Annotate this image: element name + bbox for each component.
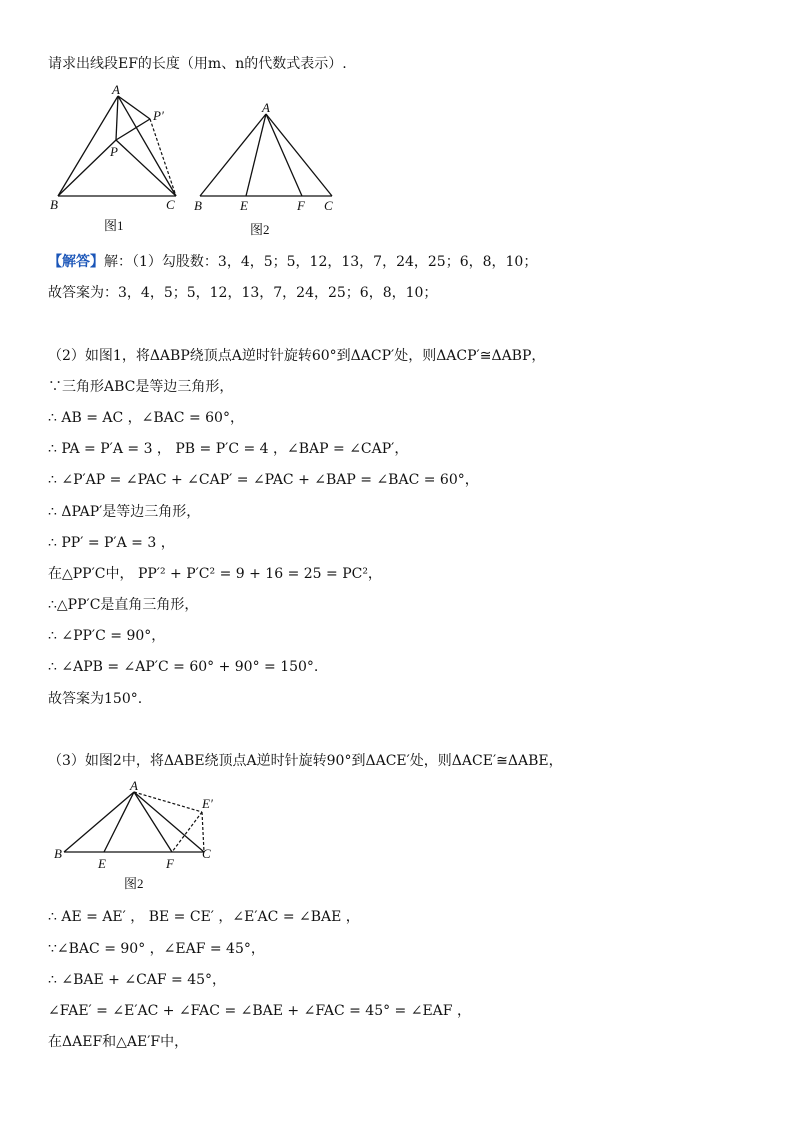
fig2-caption: 图2 xyxy=(250,222,270,237)
answer-1-final: 故答案为：3，4，5；5，12，13，7，24，25；6，8，10； xyxy=(48,285,438,301)
part2-line-8: ∴△PP′C是直角三角形， xyxy=(48,597,199,613)
part2-line-10: ∴ ∠APB = ∠AP′C = 60° + 90° = 150°. xyxy=(48,659,319,675)
fig3-label-f: F xyxy=(166,856,174,871)
fig1-label-b: B xyxy=(50,197,58,212)
part2-line-2: ∴ AB = AC ，∠BAC = 60°， xyxy=(48,410,244,426)
fig2-label-a: A xyxy=(262,100,270,115)
fig3-caption: 图2 xyxy=(124,876,144,891)
fig3-label-ep: E′ xyxy=(202,796,213,811)
part3-intro: （3）如图2中，将ΔABE绕顶点A逆时针旋转90°到ΔACE′处，则ΔACE′≅ΔABE， xyxy=(48,753,563,769)
fig1-label-a: A xyxy=(112,82,120,97)
part3-line-1: ∴ AE = AE′ ， BE = CE′ ，∠E′AC = ∠BAE ， xyxy=(48,909,360,925)
answer-line xyxy=(48,253,537,271)
part2-final: 故答案为150°. xyxy=(48,691,143,707)
part2-line-5: ∴ ΔPAP′是等边三角形， xyxy=(48,504,201,520)
part3-line-4: ∠FAE′ = ∠E′AC + ∠FAC = ∠BAE + ∠FAC = 45° = ∠EAF ， xyxy=(48,1003,471,1019)
fig3-label-c: C xyxy=(202,846,211,861)
fig3-label-e: E xyxy=(98,856,106,871)
fig2-label-c: C xyxy=(324,198,333,213)
figure-3 xyxy=(48,778,238,893)
part3-line-2: ∵∠BAC = 90° ，∠EAF = 45°， xyxy=(48,941,265,957)
figure-2 xyxy=(192,100,352,250)
fig1-label-c: C xyxy=(166,197,175,212)
fig1-label-pp: P′ xyxy=(153,108,164,123)
fig2-label-b: B xyxy=(194,198,202,213)
part2-line-9: ∴ ∠PP′C = 90°， xyxy=(48,628,166,644)
part2-line-1: ∵三角形ABC是等边三角形， xyxy=(48,379,234,395)
fig1-caption: 图1 xyxy=(104,218,124,232)
part2-line-6: ∴ PP′ = P′A = 3 ， xyxy=(48,535,175,551)
question-line: 请求出线段EF的长度（用m、n的代数式表示）. xyxy=(48,56,347,72)
fig2-label-f: F xyxy=(297,198,305,213)
fig3-label-b: B xyxy=(54,846,62,861)
fig3-label-a: A xyxy=(130,778,138,793)
part2-intro: （2）如图1，将ΔABP绕顶点A逆时针旋转60°到ΔACP′处，则ΔACP′≅ΔABP， xyxy=(48,348,546,364)
part2-line-3: ∴ PA = P′A = 3 ， PB = P′C = 4 ，∠BAP = ∠CAP′， xyxy=(48,441,409,457)
answer-label: 【解答】 xyxy=(48,254,104,270)
part3-line-5: 在ΔAEF和△AE′F中， xyxy=(48,1034,189,1050)
fig1-label-p: P xyxy=(110,144,118,159)
part3-line-3: ∴ ∠BAE + ∠CAF = 45°， xyxy=(48,972,227,988)
part2-line-4: ∴ ∠P′AP = ∠PAC + ∠CAP′ = ∠PAC + ∠BAP = ∠BAC = 60°， xyxy=(48,472,479,488)
figure-1 xyxy=(48,82,198,232)
fig2-label-e: E xyxy=(240,198,248,213)
part2-line-7: 在△PP′C中， PP′² + P′C² = 9 + 16 = 25 = PC²， xyxy=(48,566,382,582)
answer-text: 解：（1）勾股数：3，4，5；5，12，13，7，24，25；6，8，10； xyxy=(104,254,538,270)
